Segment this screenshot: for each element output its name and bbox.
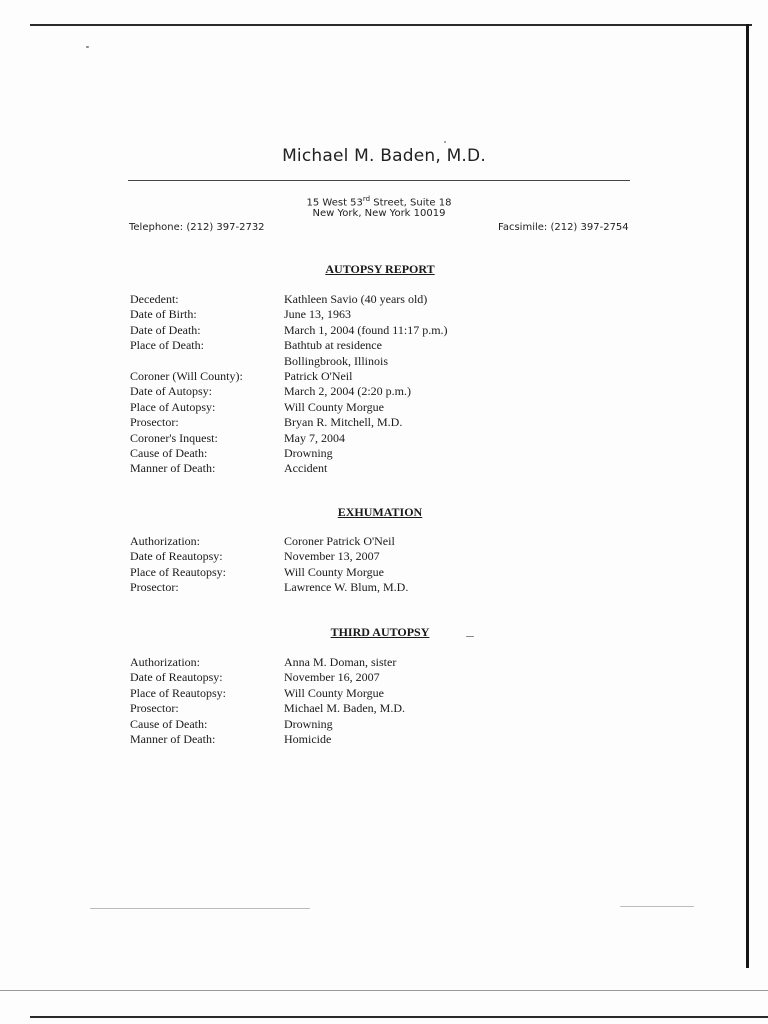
page-bottom-edge — [30, 1016, 768, 1018]
address-line-1: 15 West 53rd Street, Suite 18 — [306, 195, 452, 209]
field-label: Manner of Death: — [130, 461, 216, 476]
field-value: Kathleen Savio (40 years old) — [284, 292, 428, 306]
telephone-number: Telephone: (212) 397-2732 — [129, 222, 265, 233]
field-value: November 16, 2007 — [284, 670, 380, 685]
field-value: Bryan R. Mitchell, M.D. — [284, 415, 403, 430]
letterhead-name: Michael M. Baden, M.D. — [282, 146, 486, 166]
field-value: June 13, 1963 — [284, 307, 351, 322]
field-value: Drowning — [284, 716, 333, 731]
field-label: Date of Birth: — [130, 307, 197, 322]
scan-speck — [620, 906, 694, 907]
field-label: Prosector: — [130, 415, 179, 430]
field-value: Lawrence W. Blum, M.D. — [284, 580, 409, 595]
field-label: Authorization: — [130, 534, 200, 548]
field-value: Will County Morgue — [284, 685, 384, 700]
field-label: Coroner (Will County): — [130, 369, 243, 383]
third-autopsy-heading: THIRD AUTOPSY — [330, 625, 430, 639]
field-value: Drowning — [284, 446, 333, 460]
letterhead-divider — [128, 180, 630, 181]
field-label: Place of Autopsy: — [130, 399, 216, 414]
facsimile-number: Facsimile: (212) 397-2754 — [498, 222, 629, 233]
field-value: Patrick O'Neil — [284, 369, 353, 383]
field-value: Michael M. Baden, M.D. — [284, 701, 405, 716]
scan-speck — [444, 141, 446, 143]
field-label: Cause of Death: — [130, 716, 208, 731]
field-label: Prosector: — [130, 701, 179, 716]
field-label: Authorization: — [130, 655, 200, 669]
field-label: Date of Death: — [130, 322, 201, 337]
field-value: Will County Morgue — [284, 399, 384, 414]
field-label: Cause of Death: — [130, 446, 208, 460]
field-value: Accident — [284, 461, 328, 476]
field-label: Date of Reautopsy: — [130, 549, 223, 564]
field-label: Date of Reautopsy: — [130, 670, 223, 685]
field-value: November 13, 2007 — [284, 549, 380, 564]
scan-speck — [90, 908, 310, 909]
field-value: Homicide — [284, 732, 332, 746]
field-value: Bathtub at residence — [284, 338, 382, 353]
field-label: Prosector: — [130, 580, 179, 595]
field-value: March 2, 2004 (2:20 p.m.) — [284, 384, 411, 399]
exhumation-heading: EXHUMATION — [337, 505, 423, 519]
field-label: Coroner's Inquest: — [130, 430, 218, 445]
scan-bottom-line — [0, 990, 768, 991]
field-label: Decedent: — [130, 292, 179, 306]
field-label: Place of Reautopsy: — [130, 685, 226, 700]
autopsy-report-heading: AUTOPSY REPORT — [325, 262, 435, 276]
address-line-2: New York, New York 10019 — [312, 208, 446, 219]
field-label: Place of Reautopsy: — [130, 564, 226, 579]
field-value: Coroner Patrick O'Neil — [284, 534, 395, 548]
field-value: Bollingbrook, Illinois — [284, 353, 389, 368]
page-top-edge — [30, 24, 752, 26]
scan-speck — [86, 46, 89, 48]
field-value: May 7, 2004 — [284, 430, 345, 445]
field-value: Anna M. Doman, sister — [284, 655, 397, 669]
field-label: Date of Autopsy: — [130, 384, 212, 399]
field-label: Place of Death: — [130, 338, 204, 353]
field-value: March 1, 2004 (found 11:17 p.m.) — [284, 322, 448, 337]
field-value: Will County Morgue — [284, 564, 384, 579]
field-label: Manner of Death: — [130, 732, 216, 746]
